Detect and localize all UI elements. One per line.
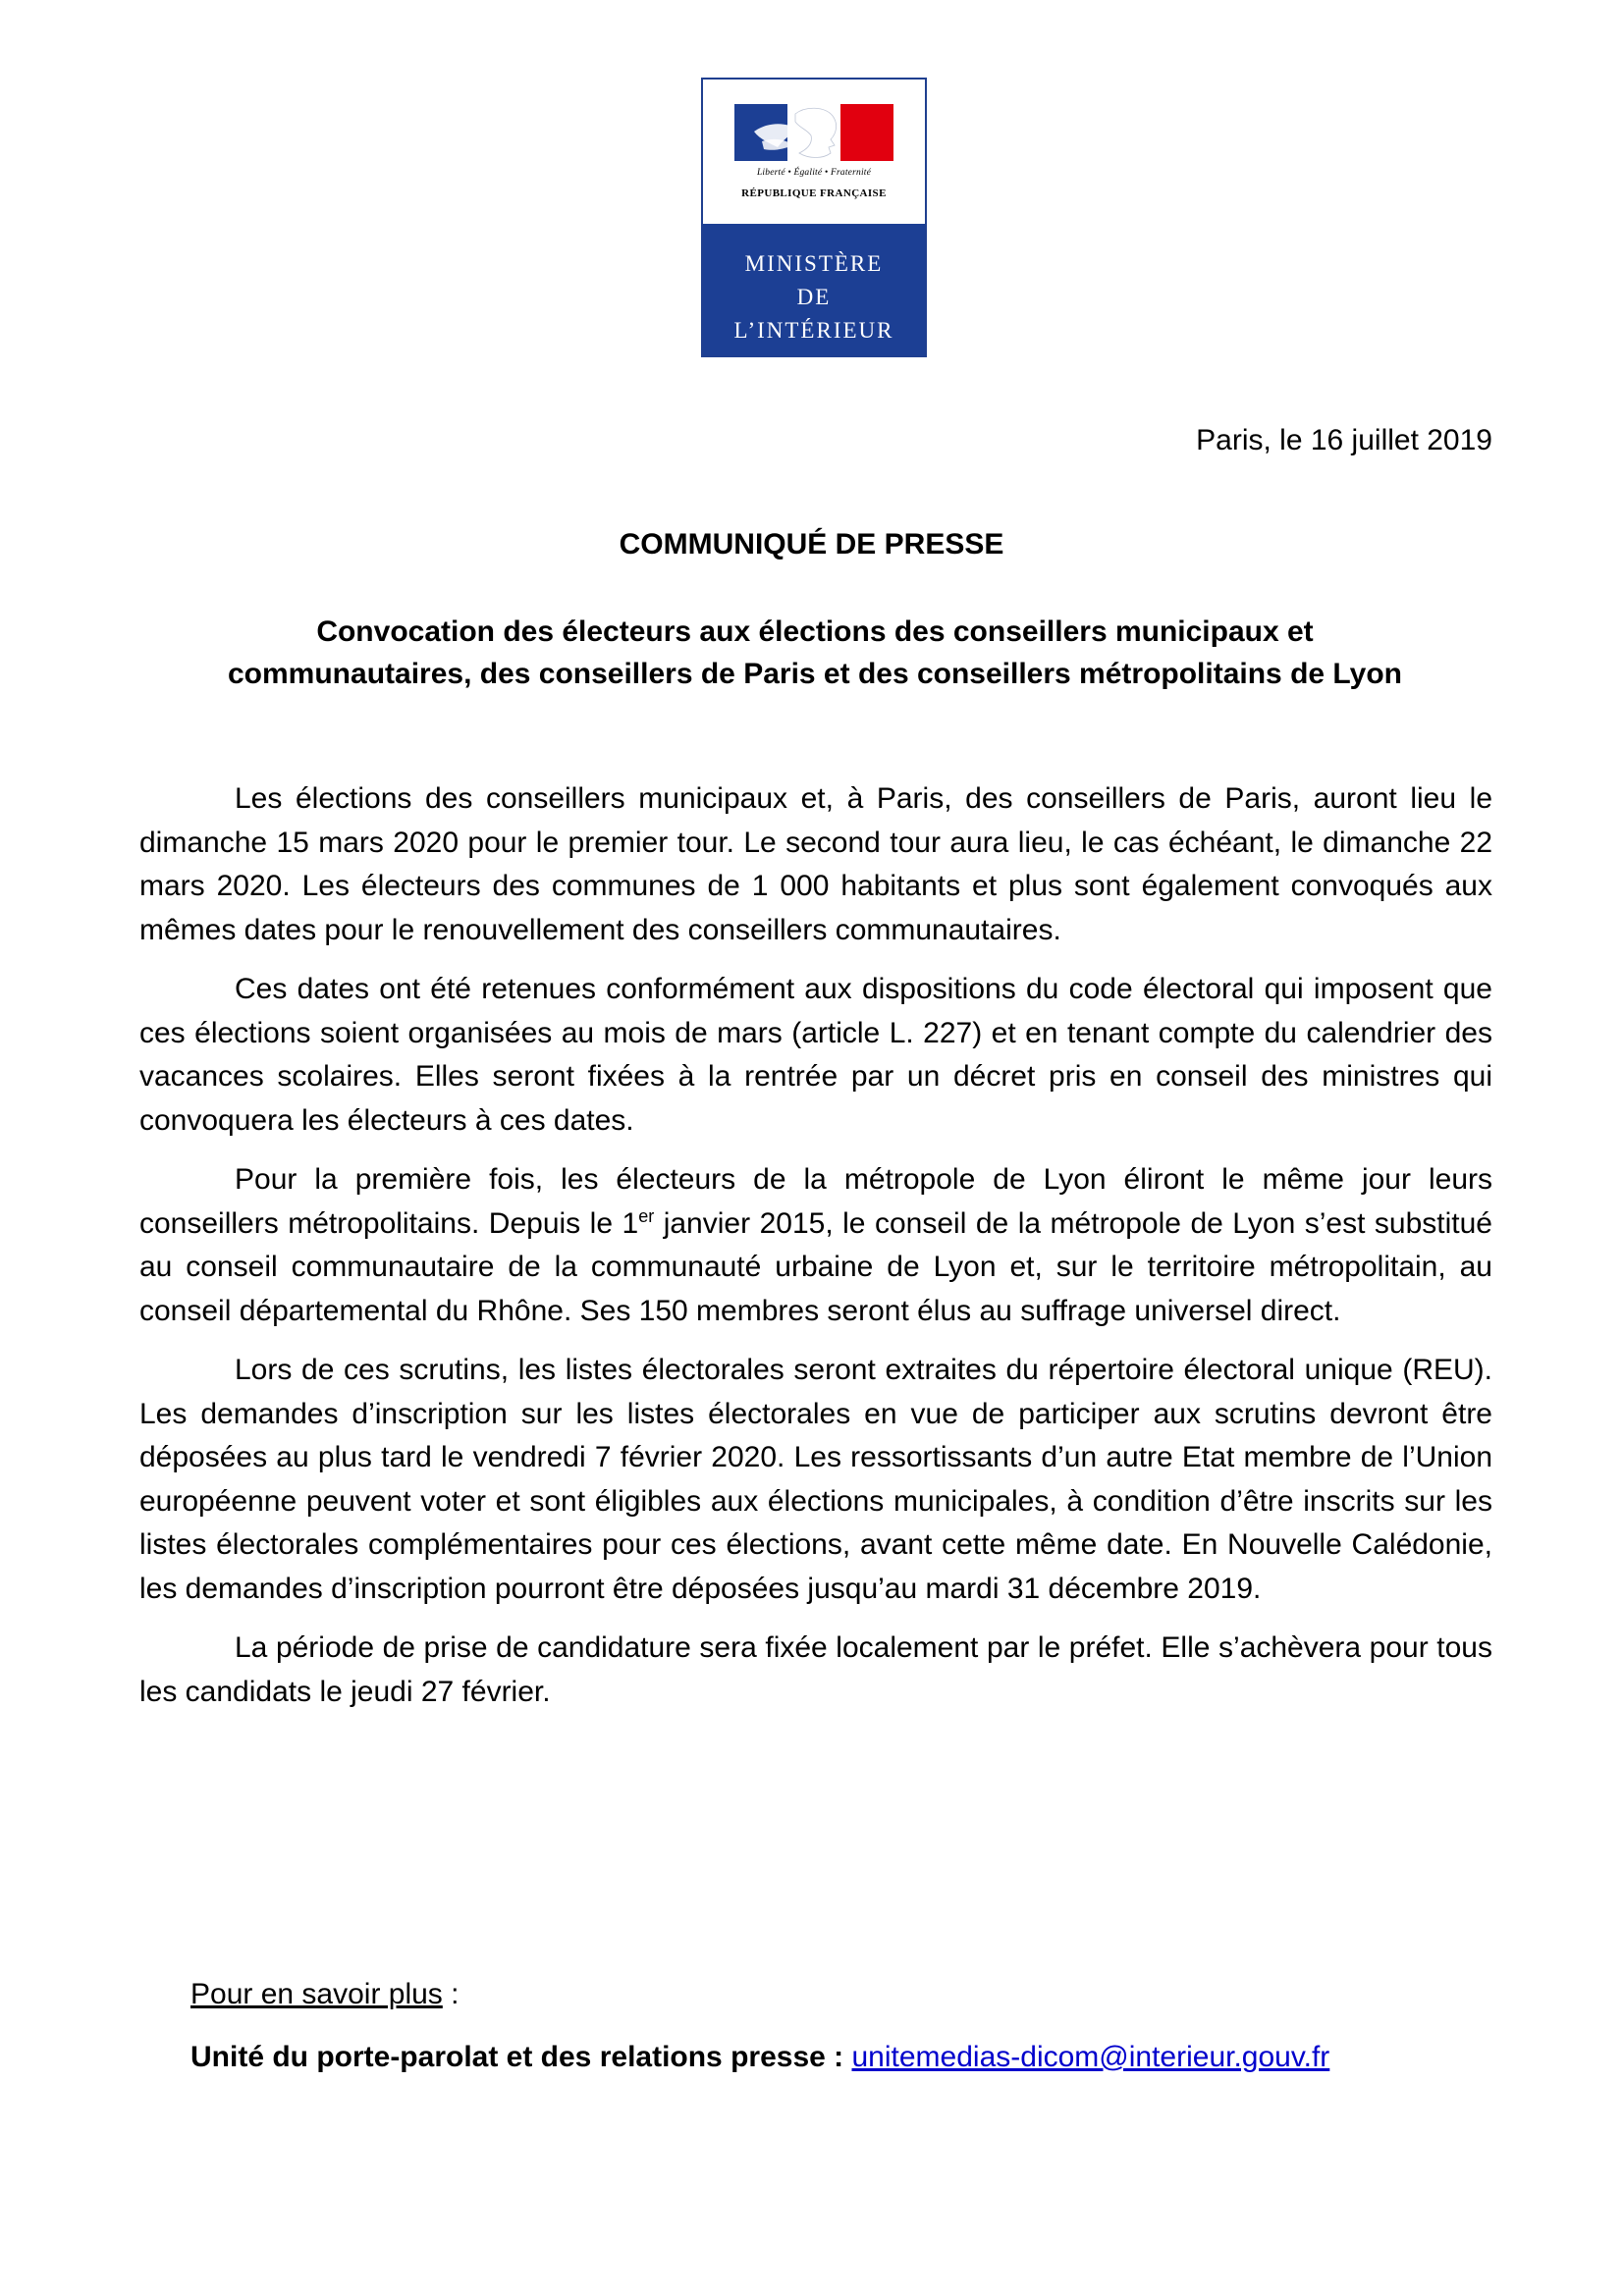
title-line: Convocation des électeurs aux élections des conseillers municipaux et <box>316 615 1314 648</box>
document-title <box>137 611 1492 695</box>
more-info-line <box>190 1973 1329 2016</box>
logo-republic-name: RÉPUBLIQUE FRANÇAISE <box>741 187 887 199</box>
press-release-date: Paris, le 16 juillet 2019 <box>1196 424 1492 456</box>
logo-ministry-line: L’INTÉRIEUR <box>733 318 894 343</box>
paragraph-text: Pour la première fois, les électeurs de la métropole de Lyon éliront le même jour leurs conseillers métropolitains. Depuis le 1 <box>139 1163 1492 1240</box>
document-heading: COMMUNIQUÉ DE PRESSE <box>619 528 1004 561</box>
more-info-suffix: : <box>442 1978 460 2010</box>
marianne-flag-icon <box>734 104 893 161</box>
document-body <box>139 777 1492 1730</box>
paragraph-listes-electorales: Lors de ces scrutins, les listes électorales seront extraites du répertoire électoral unique (REU). Les demandes d’inscription sur les listes électorales en vue de participer aux scrutins devront être déposées au plus tard le vendredi 7 février 2020. Les ressortissants d’un autre Etat membre de l’Union européenne peuvent voter et sont éligibles aux élections municipales, à condition d’être inscrits sur les listes électorales complémentaires pour ces élections, avant cette même date. En Nouvelle Calédonie, les demandes d’inscription pourront être déposées jusqu’au mardi 31 décembre 2019. <box>139 1354 1492 1605</box>
press-email-link[interactable]: unitemedias-dicom@interieur.gouv.fr <box>851 2041 1330 2073</box>
ministry-logo <box>701 78 927 357</box>
press-contact-line <box>190 2036 1329 2079</box>
paragraph-code-electoral: Ces dates ont été retenues conformément aux dispositions du code électoral qui imposent que ces élections soient organisées au mois de mars (article L. 227) et en tenant compte du calendrier des vacances scolaires. Elles seront fixées à la rentrée par un décret pris en conseil des ministres qui convoquera les électeurs à ces dates. <box>139 973 1492 1137</box>
paragraph-metropole-lyon <box>139 1158 1492 1333</box>
logo-motto: Liberté • Égalité • Fraternité <box>756 168 872 178</box>
paragraph-text: janvier 2015, le conseil de la métropole de Lyon s’est substitué au conseil communautaire de la communauté urbaine de Lyon et, sur le territoire métropolitain, au conseil départemental du Rhône. Ses 150 membres seront élus au suffrage universel direct. <box>139 1206 1492 1327</box>
ordinal-superscript: er <box>638 1205 655 1226</box>
logo-marianne-panel <box>703 80 925 224</box>
paragraph-candidature: La période de prise de candidature sera fixée localement par le préfet. Elle s’achèvera pour tous les candidats le jeudi 27 février. <box>139 1631 1492 1708</box>
logo-ministry-line: MINISTÈRE <box>744 251 884 276</box>
logo-ministry-line: DE <box>796 285 832 309</box>
press-unit-label: Unité du porte-parolat et des relations presse : <box>190 2041 844 2073</box>
title-line: communautaires, des conseillers de Paris et des conseillers métropolitains de Lyon <box>228 658 1402 690</box>
contact-section <box>190 1973 1329 2079</box>
logo-ministry-name <box>703 247 925 347</box>
logo-ministry-panel <box>703 224 925 355</box>
paragraph-elections-dates: Les élections des conseillers municipaux et, à Paris, des conseillers de Paris, auront lieu le dimanche 15 mars 2020 pour le premier tour. Le second tour aura lieu, le cas échéant, le dimanche 22 mars 2020. Les électeurs des communes de 1 000 habitants et plus sont également convoqués aux mêmes dates pour le renouvellement des conseillers communautaires. <box>139 782 1492 946</box>
more-info-label: Pour en savoir plus <box>190 1978 443 2010</box>
